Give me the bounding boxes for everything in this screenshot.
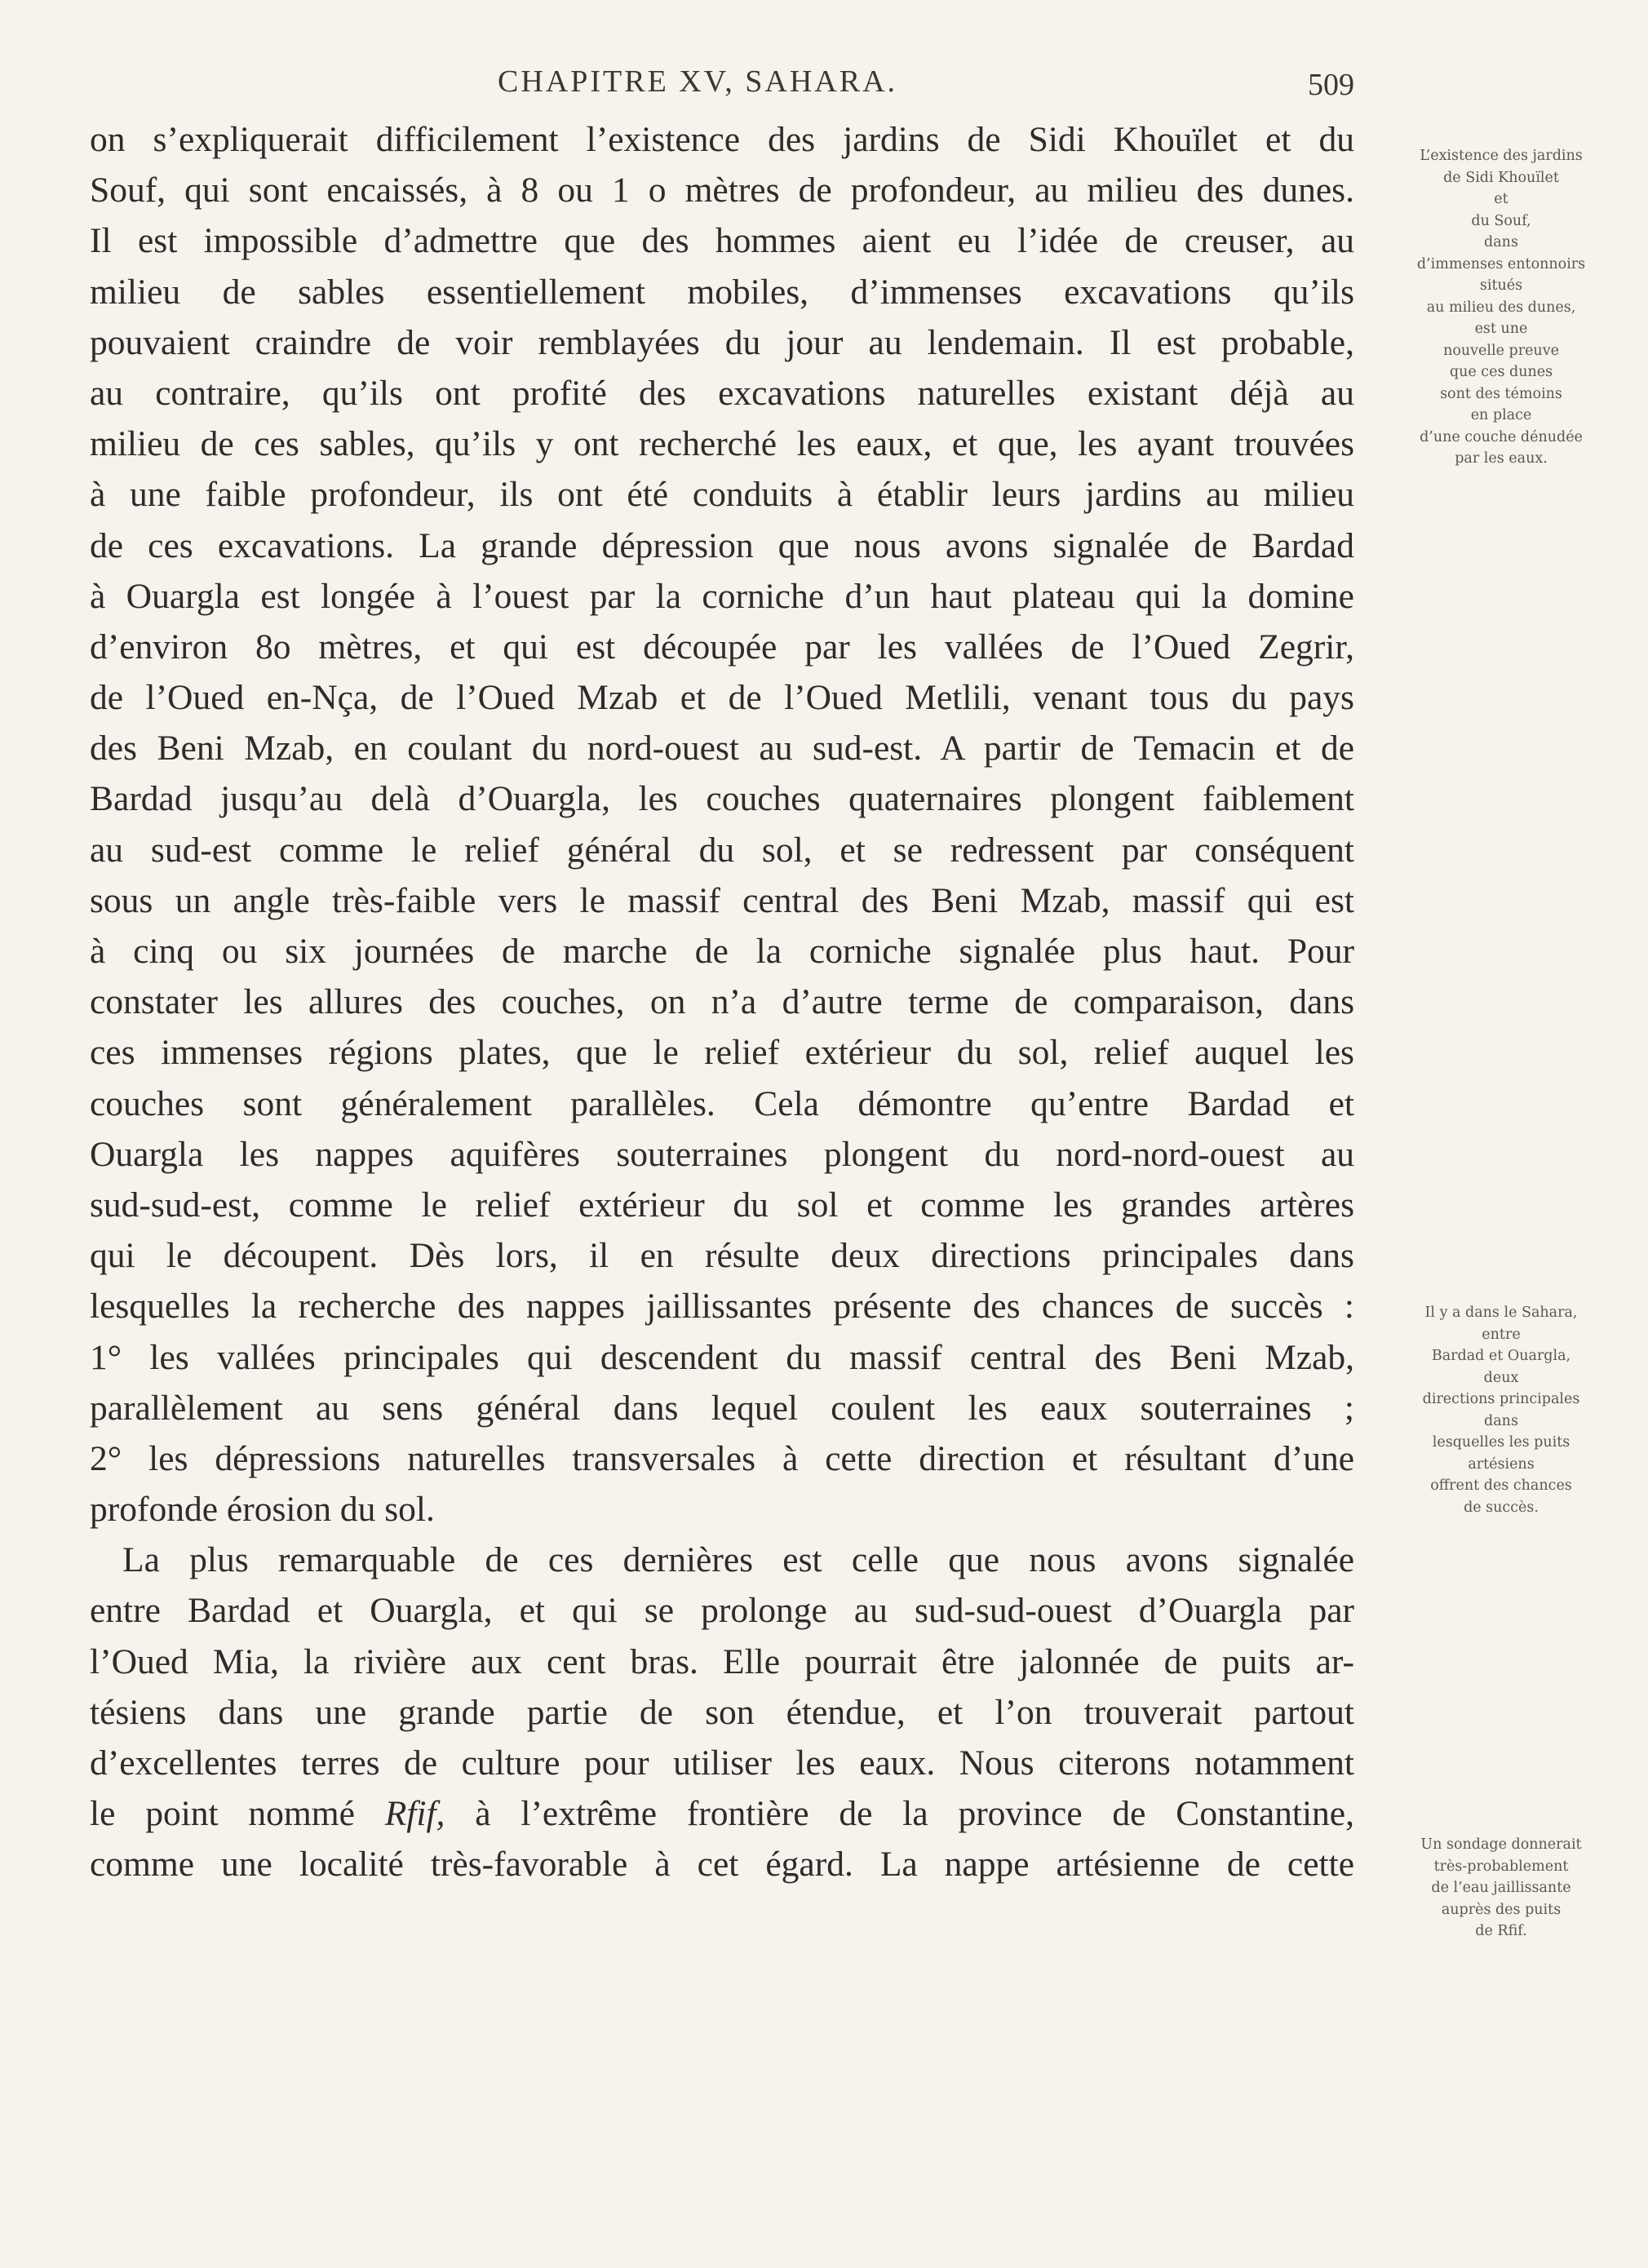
margin-note-line: Un sondage donnerait [1420, 1836, 1582, 1853]
text-line: ces immenses régions plates, que le relief extérieur du sol, relief auquel les [90, 1033, 1354, 1073]
text-line: milieu de ces sables, qu’ils y ont recherché les eaux, et que, les ayant trouvées [90, 424, 1354, 464]
text-line: des Beni Mzab, en coulant du nord-ouest au sud-est. A partir de Temacin et de [90, 729, 1354, 769]
text-line: de ces excavations. La grande dépression que nous avons signalée de Bardad [90, 525, 1354, 565]
margin-note-line: de succès. [1464, 1499, 1539, 1516]
text-line: profonde érosion du sol. [90, 1490, 435, 1530]
text-line: l’Oued Mia, la rivière aux cent bras. Elle pourrait être jalonnée de puits ar- [90, 1641, 1354, 1681]
margin-note-line: de Rfif. [1475, 1923, 1527, 1939]
margin-note-line: situés [1479, 277, 1523, 294]
margin-note-line: Il y a dans le Sahara, [1424, 1305, 1578, 1321]
text-line: de l’Oued en-Nça, de l’Oued Mzab et de l’Oued Metlili, venant tous du pays [90, 678, 1354, 718]
text-line: on s’expliquerait difficilement l’existence des jardins de Sidi Khouïlet et du [90, 120, 1354, 159]
page-number: 509 [1308, 68, 1354, 102]
text-line: comme une localité très-favorable à cet égard. La nappe artésienne de cette [90, 1845, 1354, 1885]
text-line: pouvaient craindre de voir remblayées du jour au lendemain. Il est probable, [90, 322, 1354, 362]
text-line: tésiens dans une grande partie de son étendue, et l’on trouverait partout [90, 1692, 1354, 1732]
margin-note-line: d’immenses entonnoirs [1416, 255, 1586, 272]
margin-note-line: très-probablement [1433, 1858, 1569, 1875]
margin-note-directions [1375, 1302, 1628, 1518]
text-line: sous un angle très-faible vers le massif central des Beni Mzab, massif qui est [90, 880, 1354, 920]
page-header [90, 64, 1354, 113]
margin-note-line: lesquelles les puits [1432, 1434, 1570, 1451]
text-line: Ouargla les nappes aquifères souterraines plongent du nord-nord-ouest au [90, 1134, 1354, 1174]
text-line: Bardad jusqu’au delà d’Ouargla, les couches quaternaires plongent faiblement [90, 779, 1354, 819]
text-line: lesquelles la recherche des nappes jaillissantes présente des chances de succès : [90, 1287, 1354, 1327]
text-line: d’environ 8o mètres, et qui est découpée par les vallées de l’Oued Zegrir, [90, 627, 1354, 667]
margin-note-line: est une [1474, 321, 1528, 337]
text-line: à Ouargla est longée à l’ouest par la corniche d’un haut plateau qui la domine [90, 576, 1354, 616]
text-line: à une faible profondeur, ils ont été conduits à établir leurs jardins au milieu [90, 475, 1354, 515]
margin-note-line: de l’eau jaillissante [1431, 1880, 1571, 1896]
margin-note-line: nouvelle preuve [1443, 342, 1559, 359]
margin-note-line: deux [1483, 1369, 1519, 1386]
text-line: qui le découpent. Dès lors, il en résulte deux directions principales dans [90, 1236, 1354, 1276]
margin-note-line: et [1494, 191, 1508, 207]
margin-note-line: par les eaux. [1455, 450, 1548, 467]
text-line: au contraire, qu’ils ont profité des excavations naturelles existant déjà au [90, 373, 1354, 413]
margin-note-jardins [1375, 145, 1628, 470]
text-line: au sud-est comme le relief général du sol, et se redressent par conséquent [90, 830, 1354, 870]
text-line: sud-sud-est, comme le relief extérieur du sol et comme les grandes artères [90, 1185, 1354, 1225]
margin-note-line: d’une couche dénudée [1420, 428, 1583, 445]
text-line: constater les allures des couches, on n’a d’autre terme de comparaison, dans [90, 982, 1354, 1022]
margin-note-line: offrent des chances [1430, 1477, 1572, 1494]
text-line: Souf, qui sont encaissés, à 8 ou 1 o mètres de profondeur, au milieu des dunes. [90, 171, 1354, 210]
margin-note-line: dans [1484, 1412, 1518, 1429]
margin-note-line: L’existence des jardins [1420, 148, 1583, 164]
text-line: parallèlement au sens général dans lequel coulent les eaux souterraines ; [90, 1388, 1354, 1428]
place-name-rfif: Rfif, [384, 1794, 445, 1834]
text-line-with-italic [90, 1788, 1354, 1839]
margin-note-line: au milieu des dunes, [1426, 299, 1576, 316]
text-line: à cinq ou six journées de marche de la corniche signalée plus haut. Pour [90, 932, 1354, 971]
margin-note-line: dans [1484, 234, 1518, 250]
running-title: CHAPITRE XV, SAHARA. [498, 64, 898, 99]
text-line: entre Bardad et Ouargla, et qui se prolonge au sud-sud-ouest d’Ouargla par [90, 1591, 1354, 1631]
margin-note-line: entre [1482, 1326, 1521, 1343]
main-text-block [90, 114, 1354, 1890]
text-line: couches sont généralement parallèles. Cela démontre qu’entre Bardad et [90, 1083, 1354, 1123]
margin-note-line: directions principales [1422, 1391, 1580, 1407]
text-line: Il est impossible d’admettre que des hommes aient eu l’idée de creuser, au [90, 221, 1354, 261]
margin-note-line: auprès des puits [1441, 1901, 1562, 1918]
text-line: 1° les vallées principales qui descendent du massif central des Beni Mzab, [90, 1337, 1354, 1377]
margin-note-line: en place [1470, 407, 1532, 423]
margin-note-line: de Sidi Khouïlet [1443, 169, 1559, 186]
margin-note-line: artésiens [1468, 1455, 1535, 1473]
text-line: La plus remarquable de ces dernières est celle que nous avons signalée [122, 1540, 1354, 1580]
text-line: 2° les dépressions naturelles transversales à cette direction et résultant d’une [90, 1438, 1354, 1478]
margin-note-line: sont des témoins [1440, 385, 1562, 402]
text-segment: à l’extrême frontière de la province de Constantine, [445, 1794, 1354, 1834]
margin-note-sondage [1375, 1834, 1628, 1942]
margin-note-line: que ces dunes [1449, 364, 1553, 380]
text-line: d’excellentes terres de culture pour utiliser les eaux. Nous citerons notamment [90, 1743, 1354, 1783]
text-line: milieu de sables essentiellement mobiles, d’immenses excavations qu’ils [90, 272, 1354, 312]
margin-note-line: du Souf, [1471, 212, 1531, 229]
margin-note-line: Bardad et Ouargla, [1431, 1348, 1571, 1364]
text-segment: le point nommé [90, 1794, 385, 1834]
